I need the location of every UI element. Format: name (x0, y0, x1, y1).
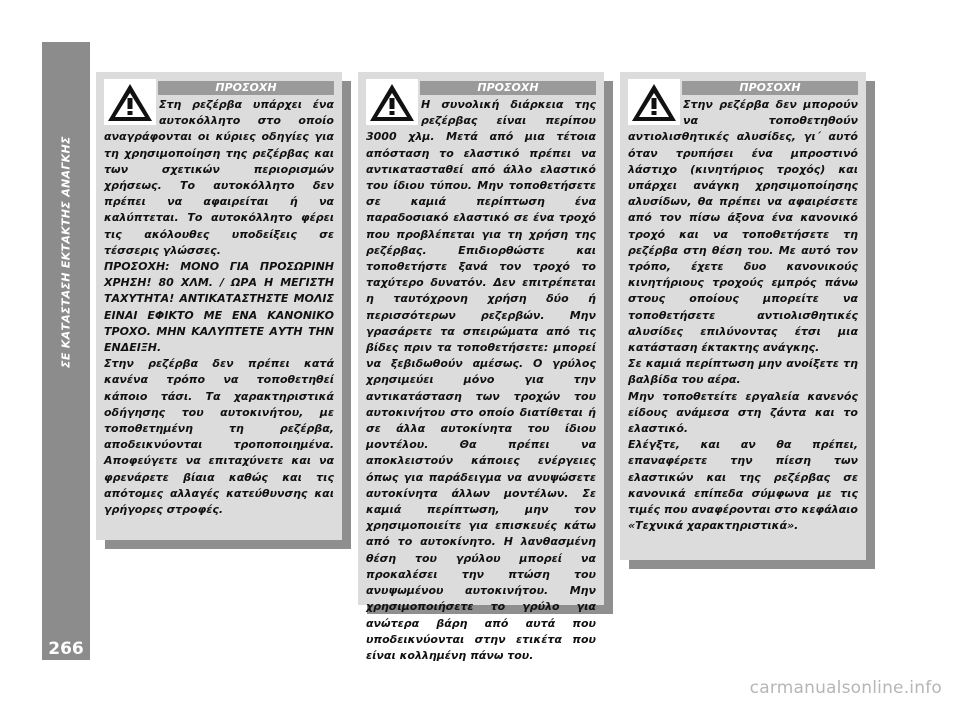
warning-box-3 (620, 72, 866, 560)
warning-paragraph: Ελέγξτε, και αν θα πρέπει, επαναφέρετε την πίεση των ελαστικών και της ρεζέρβας σε κανονικά επίπεδα σύμφωνα με τις τιμές που αναφέρονται στο κεφάλαιο «Τεχνικά χαρακτηριστικά». (628, 438, 858, 533)
warning-box-1 (96, 72, 342, 540)
warning-paragraph: Σε καμιά περίπτωση μην ανοίξετε τη βαλβίδα του αέρα. (628, 357, 858, 387)
watermark-text: carmanualsonline.info (749, 678, 942, 698)
warning-paragraph: Στην ρεζέρβα δεν πρέπει κατά κανένα τρόπο να τοποθετηθεί κάποιο τάσι. Τα χαρακτηριστικά οδήγησης του αυτοκινήτου, με τοποθετημένη τη ρεζέρβα, αποδεικνύονται τροποποιημένα. Αποφεύγετε να επιταχύνετε και να φρενάρετε βίαια καθώς και τις απότομες αλλαγές κατεύθυνσης και γρήγορες στροφές. (104, 357, 334, 517)
warning-paragraph: Στη ρεζέρβα υπάρχει ένα αυτοκόλλητο στο οποίο αναγράφονται οι κύριες οδηγίες για τη χρησιμοποίηση της ρεζέρβας και των σχετικών περιορισμών χρήσεως. Το αυτοκόλλητο δεν πρέπει να αφαιρείται ή να καλύπτεται. Το αυτοκόλλητο φέρει τις ακόλουθες υποδείξεις σε τέσσερις γλώσσες. (104, 98, 334, 257)
warning-header: ΠΡΟΣΟΧΗ (420, 81, 596, 95)
warning-header: ΠΡΟΣΟΧΗ (682, 81, 858, 95)
warning-text (104, 97, 334, 518)
warning-text (628, 97, 858, 534)
warning-paragraph: Στην ρεζέρβα δεν μπορούν να τοποθετηθούν αντιολισθητικές αλυσίδες, γι΄ αυτό όταν τρυπήσει ένα μπροστινό λάστιχο (κινητήριος τροχός) και υπάρχει ανάγκη χρησιμοποίησης αλυσίδων, θα πρέπει να αφαιρέσετε από τον πίσω άξονα ένα κανονικό τροχό και να τοποθετήσετε τη ρεζέρβα στη θέση του. Με αυτό τον τρόπο, έχετε δυο κανονικούς κινητήριους τροχούς εμπρός πάνω στους οποίους μπορείτε να τοποθετήσετε αντιολισθητικές αλυσίδες επιλύνοντας έτσι μια κατάσταση έκτακτης ανάγκης. (628, 98, 858, 355)
chapter-sidebar (42, 42, 90, 660)
warning-paragraph: ΠΡΟΣΟΧΗ: ΜΟΝΟ ΓΙΑ ΠΡΟΣΩΡΙΝΗ ΧΡΗΣΗ! 80 ΧΛΜ. / ΩΡΑ Η ΜΕΓΙΣΤΗ ΤΑΧΥΤΗΤΑ! ΑΝΤΙΚΑΤΑΣΤΗΣΤΕ ΜΟΛΙΣ ΕΙΝΑΙ ΕΦΙΚΤΟ ΜΕ ΕΝΑ ΚΑΝΟΝΙΚΟ ΤΡΟΧΟ. ΜΗΝ ΚΑΛΥΠΤΕΤΕ ΑΥΤΗ ΤΗΝ ΕΝΔΕΙΞΗ. (104, 260, 334, 355)
warning-header: ΠΡΟΣΟΧΗ (158, 81, 334, 95)
page-number: 266 (48, 639, 84, 659)
warning-box-2 (358, 72, 604, 662)
warning-paragraph: Η συνολική διάρκεια της ρεζέρβας είναι περίπου 3000 χλμ. Μετά από μια τέτοια απόσταση το ελαστικό πρέπει να αντικατασταθεί από άλλο ελαστικό του ίδιου τύπου. Μην τοποθετήσετε σε καμιά περίπτωση ένα παραδοσιακό ελαστικό σε ένα τροχό που προβλέπεται για τη χρήση της ρεζέρβας. Επιδιορθώστε και τοποθετήστε ξανά τον τροχό το ταχύτερο δυνατόν. Δεν επιτρέπεται η ταυτόχρονη χρήση δύο ή περισσότερων ρεζερβών. Μην γρασάρετε τα σπειρώματα από τις βίδες πριν τα τοποθετήσετε: μπορεί να ξεβιδωθούν αμέσως. Ο γρύλος χρησιμεύει μόνο για την αντικατάσταση των τροχών του αυτοκινήτου στο οποίο διατίθεται ή σε άλλα αυτοκίνητα του ίδιου μοντέλου. Θα πρέπει να αποκλειστούν κάποιες ενέργειες όπως για παράδειγμα να ανυψώσετε αυτοκίνητα άλλων μοντέλων. Σε καμιά περίπτωση, μην τον χρησιμοποιείτε για επισκευές κάτω από το αυτοκίνητο. Η λανθασμένη θέση του γρύλου μπορεί να προκαλέσει την πτώση του ανυψωμένου αυτοκινήτου. Μην χρησιμοποιήσετε το γρύλο για ανώτερα βάρη από αυτά που υποδεικνύονται στην ετικέτα που είναι κολλημένη πάνω του. (366, 98, 596, 662)
warning-text (366, 97, 596, 664)
chapter-title: ΣΕ ΚΑΤΑΣΤΑΣΗ ΕΚΤΑΚΤΗΣ ΑΝΑΓΚΗΣ (59, 136, 73, 368)
warning-paragraph: Μην τοποθετείτε εργαλεία κανενός είδους ανάμεσα στη ζάντα και το ελαστικό. (628, 389, 858, 436)
